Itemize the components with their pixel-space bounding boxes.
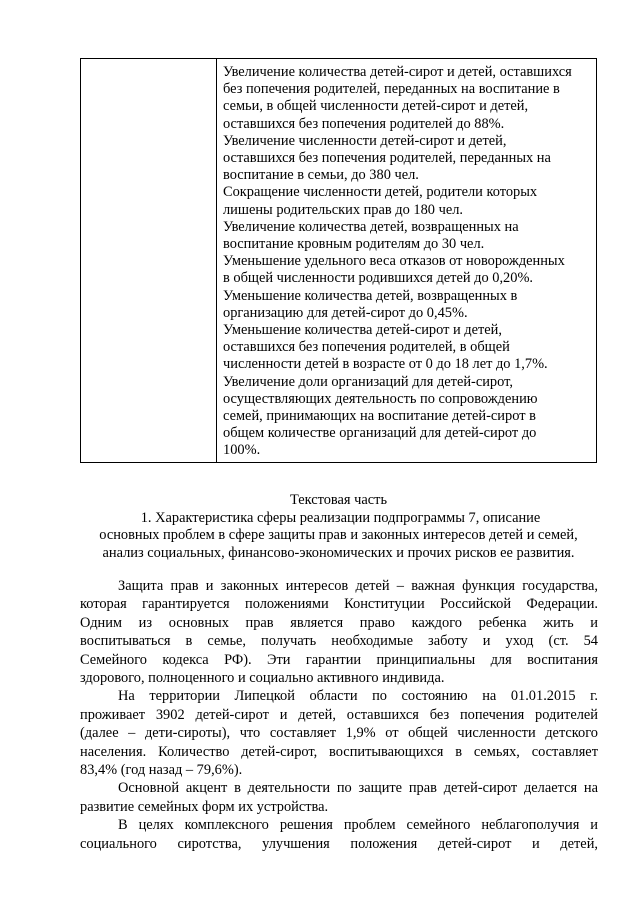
paragraph-line: социального сиротства, улучшения положения детей-сирот и детей, xyxy=(80,835,598,852)
table-text-line: 100%. xyxy=(223,442,261,459)
paragraph-line: Одним из основных прав является право каждого ребенка жить и xyxy=(80,614,598,631)
paragraph-line: воспитываться в семье, получать необходимые заботу и уход (ст. 54 xyxy=(80,633,598,650)
paragraph-line: которая гарантируется положениями Конституции Российской Федерации. xyxy=(80,596,598,613)
table-text-line: лишены родительских прав до 180 чел. xyxy=(223,201,463,218)
table-text-line: Увеличение количества детей, возвращенных на xyxy=(223,218,519,235)
paragraph-line: В целях комплексного решения проблем семейного неблагополучия и xyxy=(118,817,598,834)
paragraph-line: (далее – дети-сироты), что составляет 1,9% от общей численности детского xyxy=(80,725,598,742)
table-column-divider xyxy=(216,59,217,462)
table-text-line: оставшихся без попечения родителей, переданных на xyxy=(223,150,551,167)
table-text-line: Сокращение численности детей, родители которых xyxy=(223,184,538,201)
table-text-line: Уменьшение количества детей, возвращенных в xyxy=(223,287,518,304)
section-subtitle-line: 1. Характеристика сферы реализации подпрограммы 7, описание xyxy=(140,509,541,526)
paragraph-line: Основной акцент в деятельности по защите прав детей-сирот делается на xyxy=(118,780,598,797)
table-text-line: осуществляющих деятельность по сопровождению xyxy=(223,390,538,407)
section-subtitle-line: основных проблем в сфере защиты прав и законных интересов детей и семей, xyxy=(99,527,578,543)
paragraph-line: Семейного кодекса РФ). Эти гарантии принципиальны для воспитания xyxy=(80,651,598,668)
paragraph xyxy=(80,779,598,816)
paragraph-line: здорового, полноценного и социально активного индивида. xyxy=(80,670,445,687)
section-title: Текстовая часть xyxy=(289,492,388,508)
table-text-line: без попечения родителей, переданных на воспитание в xyxy=(223,81,560,98)
paragraph xyxy=(80,816,598,853)
paragraph-line: развитие семейных форм их устройства. xyxy=(80,798,329,815)
table-text-line: воспитание в семьи, до 380 чел. xyxy=(223,167,419,184)
table-text-line: Увеличение численности детей-сирот и детей, xyxy=(223,132,507,149)
table-right-cell xyxy=(223,64,590,460)
table-text-line: семьи, в общей численности детей-сирот и детей, xyxy=(223,98,529,115)
table-text-line: Уменьшение количества детей-сирот и детей, xyxy=(223,322,502,339)
table-text-line: организацию для детей-сирот до 0,45%. xyxy=(223,304,468,321)
paragraph-line: На территории Липецкой области по состоянию на 01.01.2015 г. xyxy=(118,688,598,705)
table-text-line: Увеличение доли организаций для детей-сирот, xyxy=(223,373,513,390)
paragraph-line: населения. Количество детей-сирот, воспитывающихся в семьях, составляет xyxy=(80,743,598,760)
section-subtitle-line: анализ социальных, финансово-экономических и прочих рисков ее развития. xyxy=(102,544,575,561)
table-text-line: оставшихся без попечения родителей, в общей xyxy=(223,339,510,356)
section-heading xyxy=(80,492,597,562)
paragraph xyxy=(80,687,598,779)
table-text-line: семей, принимающих на воспитание детей-сирот в xyxy=(223,408,536,425)
paragraph-line: проживает 3902 детей-сирот и детей, оставшихся без попечения родителей xyxy=(80,706,598,723)
table-text-line: численности детей в возрасте от 0 до 18 лет до 1,7%. xyxy=(223,356,548,373)
table-text-line: оставшихся без попечения родителей до 88%. xyxy=(223,115,505,132)
table-text-line: Увеличение количества детей-сирот и детей, оставшихся xyxy=(223,64,572,80)
body-text xyxy=(80,577,598,853)
indicators-table xyxy=(80,58,597,463)
paragraph xyxy=(80,577,598,687)
paragraph-line: 83,4% (год назад – 79,6%). xyxy=(80,762,243,779)
paragraph-line: Защита прав и законных интересов детей – важная функция государства, xyxy=(118,578,598,594)
table-text-line: в общей численности родившихся детей до 0,20%. xyxy=(223,270,534,287)
table-text-line: воспитание кровным родителям до 30 чел. xyxy=(223,236,485,253)
table-text-line: Уменьшение удельного веса отказов от новорожденных xyxy=(223,253,565,270)
table-text-line: общем количестве организаций для детей-сирот до xyxy=(223,425,537,442)
